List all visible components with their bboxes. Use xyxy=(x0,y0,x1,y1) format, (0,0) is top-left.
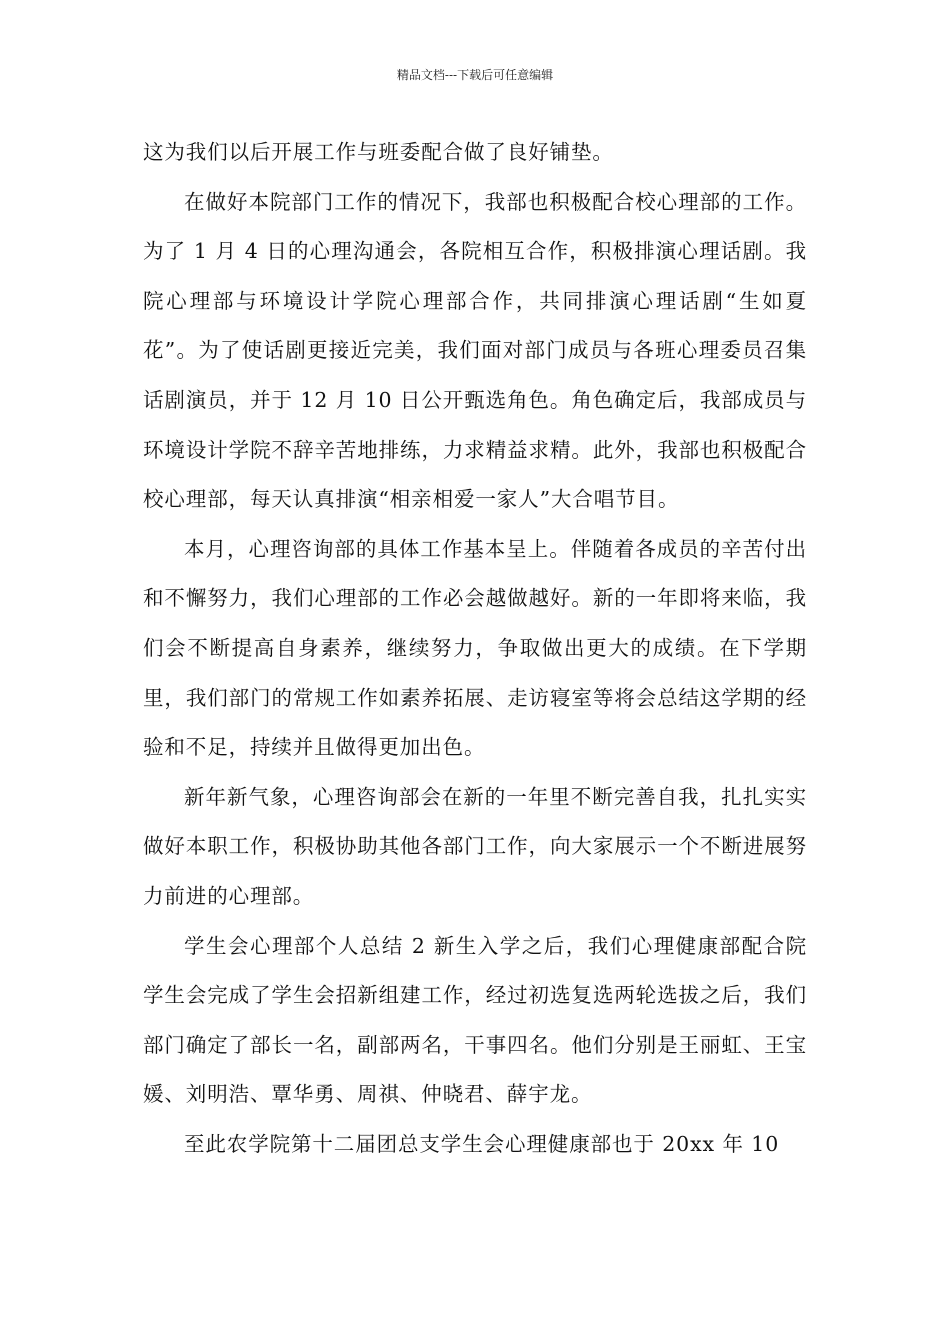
paragraph-1: 这为我们以后开展工作与班委配合做了良好铺垫。 xyxy=(143,140,614,164)
page-header: 精品文档---下载后可任意编辑 xyxy=(396,68,554,82)
paragraph-5: 学生会心理部个人总结 2 新生入学之后，我们心理健康部配合院学生会完成了学生会招新组建工作，经过初选复选两轮选拔之后，我们部门确定了部长一名，副部两名，干事四名。他们分别是王丽虹、王宝媛、刘明浩、覃华勇、周祺、仲晓君、薛宇龙。 xyxy=(143,933,807,1107)
paragraph-6: 至此农学院第十二届团总支学生会心理健康部也于 20xx 年 10 xyxy=(184,1131,780,1156)
document-body xyxy=(143,128,807,1169)
paragraph-4: 新年新气象，心理咨询部会在新的一年里不断完善自我，扎扎实实做好本职工作，积极协助其他各部门工作，向大家展示一个不断进展努力前进的心理部。 xyxy=(143,784,807,908)
paragraph-3: 本月，心理咨询部的具体工作基本呈上。伴随着各成员的辛苦付出和不懈努力，我们心理部的工作必会越做越好。新的一年即将来临，我们会不断提高自身素养，继续努力，争取做出更大的成绩。在下学期里，我们部门的常规工作如素养拓展、走访寝室等将会总结这学期的经验和不足，持续并且做得更加出色。 xyxy=(143,536,807,760)
paragraph-2: 在做好本院部门工作的情况下，我部也积极配合校心理部的工作。为了 1 月 4 日的心理沟通会，各院相互合作，积极排演心理话剧。我院心理部与环境设计学院心理部合作，共同排演心理话剧“生如夏花”。为了使话剧更接近完美，我们面对部门成员与各班心理委员召集话剧演员，并于 12 月 10 日公开甄选角色。角色确定后，我部成员与环境设计学院不辞辛苦地排练，力求精益求精。此外，我部也积极配合校心理部，每天认真排演“相亲相爱一家人”大合唱节目。 xyxy=(143,189,807,512)
